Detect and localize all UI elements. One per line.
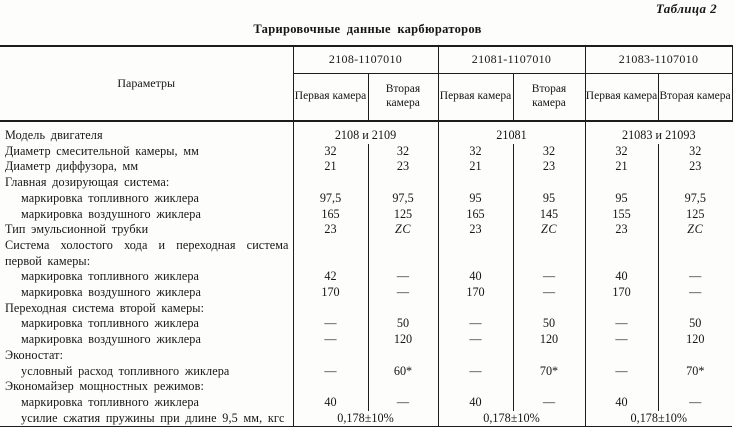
- column-header-chamber2: Вторая камера: [658, 73, 732, 121]
- table-row-section: [0, 238, 732, 269]
- table-row: [0, 159, 732, 175]
- value-cell: 95: [513, 191, 585, 207]
- value-cell: 70*: [658, 364, 732, 380]
- value-cell: 50: [368, 316, 438, 332]
- value-cell: —: [585, 316, 658, 332]
- empty-cell: [585, 379, 658, 395]
- value-cell: 23: [438, 222, 513, 238]
- table-row: [0, 269, 732, 285]
- value-cell: 32: [438, 144, 513, 160]
- column-header-chamber1: Первая камера: [293, 73, 368, 121]
- value-cell: —: [438, 316, 513, 332]
- value-cell: 23: [368, 159, 438, 175]
- empty-cell: [513, 175, 585, 191]
- value-cell: 21083 и 21093: [585, 121, 732, 144]
- value-cell: 40: [438, 269, 513, 285]
- value-cell: 50: [513, 316, 585, 332]
- carburetor-data-table: [0, 45, 733, 427]
- empty-cell: [658, 348, 732, 364]
- table-row: [0, 144, 732, 160]
- column-header-code-21083: 21083-1107010: [585, 46, 732, 73]
- empty-cell: [438, 238, 513, 269]
- value-cell: 42: [293, 269, 368, 285]
- empty-cell: [585, 175, 658, 191]
- column-header-code-2108: 2108-1107010: [293, 46, 438, 73]
- empty-cell: [368, 348, 438, 364]
- value-cell: 170: [438, 285, 513, 301]
- empty-cell: [368, 238, 438, 269]
- param-label: усилие сжатия пружины при длине 9,5 мм, кгс: [21, 410, 285, 425]
- value-cell: ZC: [658, 222, 732, 238]
- value-cell: 21: [585, 159, 658, 175]
- param-label: Диаметр диффузора, мм: [5, 159, 139, 174]
- value-cell: —: [368, 395, 438, 411]
- value-cell: —: [368, 285, 438, 301]
- value-cell: 145: [513, 207, 585, 223]
- value-cell: 23: [658, 159, 732, 175]
- value-cell: 21081: [438, 121, 585, 144]
- param-label: маркировка воздушного жиклера: [21, 206, 201, 221]
- value-cell: 21: [293, 159, 368, 175]
- value-cell: 120: [513, 332, 585, 348]
- value-cell: ZC: [513, 222, 585, 238]
- value-cell: —: [658, 395, 732, 411]
- empty-cell: [513, 379, 585, 395]
- column-header-chamber1: Первая камера: [585, 73, 658, 121]
- empty-cell: [513, 238, 585, 269]
- value-cell: —: [293, 316, 368, 332]
- table-caption: Таблица 2: [655, 1, 717, 16]
- value-cell: 40: [293, 395, 368, 411]
- table-row: [0, 395, 732, 411]
- value-cell: 97,5: [368, 191, 438, 207]
- value-cell: 97,5: [293, 191, 368, 207]
- value-cell: —: [293, 364, 368, 380]
- value-cell: —: [658, 269, 732, 285]
- column-header-code-21081: 21081-1107010: [438, 46, 585, 73]
- value-cell: 125: [368, 207, 438, 223]
- table-row: [0, 364, 732, 380]
- column-header-chamber1: Первая камера: [438, 73, 513, 121]
- value-cell: —: [513, 285, 585, 301]
- value-cell: —: [658, 285, 732, 301]
- section-label: Переходная система второй камеры:: [5, 300, 205, 315]
- value-cell: 21: [438, 159, 513, 175]
- empty-cell: [438, 348, 513, 364]
- table-row: [0, 121, 732, 144]
- column-header-params: Параметры: [0, 46, 293, 121]
- value-cell: 165: [438, 207, 513, 223]
- table-row-section: [0, 348, 732, 364]
- empty-cell: [658, 238, 732, 269]
- value-cell: ZC: [368, 222, 438, 238]
- param-label: маркировка воздушного жиклера: [21, 285, 201, 300]
- empty-cell: [438, 301, 513, 317]
- table-row-section: [0, 175, 732, 191]
- table-row: [0, 332, 732, 348]
- value-cell: 0,178±10%: [585, 411, 732, 427]
- value-cell: 23: [513, 159, 585, 175]
- table-row: [0, 411, 732, 427]
- empty-cell: [368, 175, 438, 191]
- empty-cell: [513, 301, 585, 317]
- value-cell: 0,178±10%: [293, 411, 438, 427]
- empty-cell: [585, 238, 658, 269]
- param-label: маркировка топливного жиклера: [21, 190, 200, 205]
- value-cell: 32: [513, 144, 585, 160]
- value-cell: 170: [585, 285, 658, 301]
- param-label: Диаметр смесительной камеры, мм: [5, 143, 199, 158]
- value-cell: 97,5: [658, 191, 732, 207]
- page-title: Тарировочные данные карбюраторов: [253, 22, 482, 36]
- table-row: [0, 285, 732, 301]
- value-cell: 120: [368, 332, 438, 348]
- header-row-codes: [0, 46, 732, 73]
- table-row: [0, 191, 732, 207]
- empty-cell: [658, 175, 732, 191]
- section-label: Главная дозирующая система:: [5, 175, 170, 190]
- value-cell: —: [438, 332, 513, 348]
- value-cell: —: [513, 269, 585, 285]
- empty-cell: [293, 301, 368, 317]
- empty-cell: [585, 348, 658, 364]
- value-cell: 95: [585, 191, 658, 207]
- value-cell: 165: [293, 207, 368, 223]
- value-cell: 32: [293, 144, 368, 160]
- value-cell: 95: [438, 191, 513, 207]
- column-header-chamber2: Вторая камера: [513, 73, 585, 121]
- empty-cell: [438, 175, 513, 191]
- param-label: маркировка воздушного жиклера: [21, 332, 201, 347]
- param-label: Модель двигателя: [5, 128, 103, 142]
- value-cell: 125: [658, 207, 732, 223]
- empty-cell: [293, 175, 368, 191]
- empty-cell: [658, 379, 732, 395]
- section-label: Эконостат:: [5, 347, 64, 362]
- param-label: маркировка топливного жиклера: [21, 394, 200, 409]
- value-cell: 32: [368, 144, 438, 160]
- empty-cell: [438, 379, 513, 395]
- section-label: Система холостого хода и переходная система первой камеры:: [5, 237, 289, 268]
- value-cell: 23: [293, 222, 368, 238]
- value-cell: 60*: [368, 364, 438, 380]
- table-row: [0, 207, 732, 223]
- value-cell: —: [513, 395, 585, 411]
- param-label: Тип эмульсионной трубки: [5, 222, 149, 237]
- value-cell: 23: [585, 222, 658, 238]
- value-cell: —: [293, 332, 368, 348]
- table-row: [0, 222, 732, 238]
- param-label: маркировка топливного жиклера: [21, 269, 200, 284]
- value-cell: 40: [585, 395, 658, 411]
- value-cell: 70*: [513, 364, 585, 380]
- empty-cell: [293, 348, 368, 364]
- value-cell: 170: [293, 285, 368, 301]
- table-row-section: [0, 301, 732, 317]
- value-cell: 32: [658, 144, 732, 160]
- value-cell: —: [585, 332, 658, 348]
- empty-cell: [293, 379, 368, 395]
- param-label: условный расход топливного жиклера: [21, 363, 230, 378]
- value-cell: 0,178±10%: [438, 411, 585, 427]
- value-cell: 2108 и 2109: [293, 121, 438, 144]
- param-label: маркировка топливного жиклера: [21, 316, 200, 331]
- table-row-section: [0, 379, 732, 395]
- empty-cell: [368, 301, 438, 317]
- column-header-chamber2: Вторая камера: [368, 73, 438, 121]
- value-cell: —: [585, 364, 658, 380]
- empty-cell: [658, 301, 732, 317]
- value-cell: —: [368, 269, 438, 285]
- empty-cell: [293, 238, 368, 269]
- empty-cell: [368, 379, 438, 395]
- section-label: Экономайзер мощностных режимов:: [5, 379, 204, 394]
- value-cell: 32: [585, 144, 658, 160]
- value-cell: 50: [658, 316, 732, 332]
- value-cell: 155: [585, 207, 658, 223]
- value-cell: 120: [658, 332, 732, 348]
- value-cell: 40: [438, 395, 513, 411]
- value-cell: 40: [585, 269, 658, 285]
- empty-cell: [585, 301, 658, 317]
- table-row: [0, 316, 732, 332]
- value-cell: —: [438, 364, 513, 380]
- empty-cell: [513, 348, 585, 364]
